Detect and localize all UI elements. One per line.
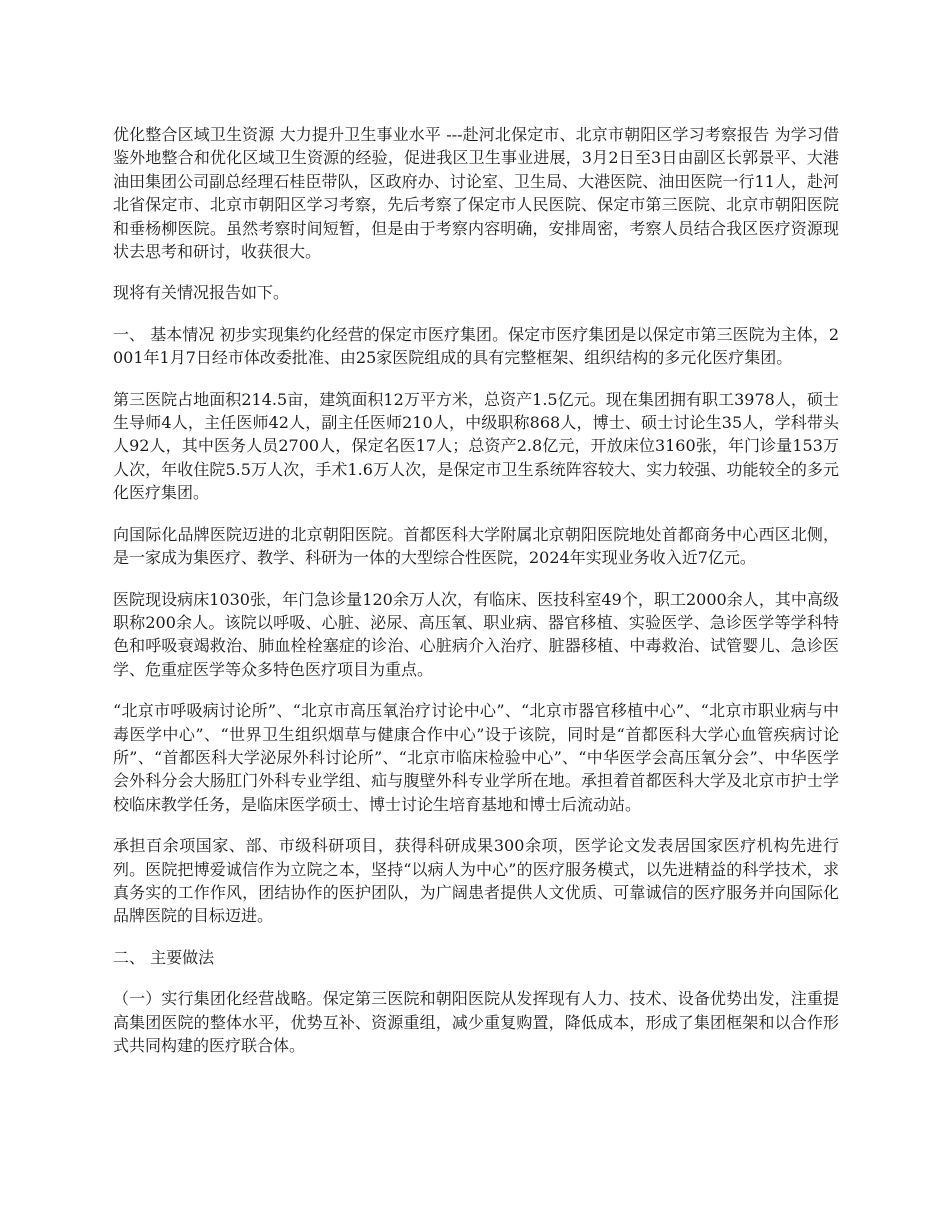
paragraph-chaoyang-beds: 医院现设病床1030张，年门急诊量120余万人次，有临床、医技科室49个，职工2000余人，其中高级职称200余人。该院以呼吸、心脏、泌尿、高压氧、职业病、器官移植、实验医学、急诊医学等学科特色和呼吸衰竭救治、肺血栓栓塞症的诊治、心脏病介入治疗、脏器移植、中毒救治、试管婴儿、急诊医学、危重症医学等众多特色医疗项目为重点。 (113, 589, 839, 679)
paragraph-chaoyang-hospital: 向国际化品牌医院迈进的北京朝阳医院。首都医科大学附属北京朝阳医院地处首都商务中心西区北侧，是一家成为集医疗、教学、科研为一体的大型综合性医院，2024年实现业务收入近7亿元。 (113, 524, 839, 568)
paragraph-research-projects: 承担百余项国家、部、市级科研项目，获得科研成果300余项，医学论文发表居国家医疗机构先进行列。医院把博爱诚信作为立院之本，坚持“以病人为中心”的医疗服务模式，以先进精益的科学技术，求真务实的工作作风，团结协作的医护团队，为广阔患者提供人文优质、可靠诚信的医疗服务并向国际化品牌医院的目标迈进。 (113, 836, 839, 926)
paragraph-intro: 优化整合区域卫生资源 大力提升卫生事业水平 ---赴河北保定市、北京市朝阳区学习考察报告 为学习借鉴外地整合和优化区域卫生资源的经验，促进我区卫生事业进展，3月2日至3日由副区长郭景平、大港油田集团公司副总经理石桂臣带队，区政府办、讨论室、卫生局、大港医院、油田医院一行11人，赴河北省保定市、北京市朝阳区学习考察，先后考察了保定市人民医院、保定市第三医院、北京市朝阳医院和垂杨柳医院。虽然考察时间短暂，但是由于考察内容明确，安排周密，考察人员结合我区医疗资源现状去思考和研讨，收获很大。 (113, 125, 839, 262)
paragraph-group-strategy: （一）实行集团化经营战略。保定第三医院和朝阳医院从发挥现有人力、技术、设备优势出发，注重提高集团医院的整体水平，优势互补、资源重组，减少重复购置，降低成本，形成了集团框架和以合作形式共同构建的医疗联合体。 (113, 989, 839, 1055)
section-heading-main-practices: 二、 主要做法 (113, 947, 215, 967)
document-page (113, 123, 839, 1075)
paragraph-research-centers: “北京市呼吸病讨论所”、“北京市高压氧治疗讨论中心”、“北京市器官移植中心”、“北京市职业病与中毒医学中心”、“世界卫生组织烟草与健康合作中心”设于该院，同时是“首都医科大学心血管疾病讨论所”、“首都医科大学泌尿外科讨论所”、“北京市临床检验中心”、“中华医学会高压氧分会”、中华医学会外科分会大肠肛门外科专业学组、疝与腹壁外科专业学所在地。承担着首都医科大学及北京市护士学校临床教学任务，是临床医学硕士、博士讨论生培育基地和博士后流动站。 (113, 701, 839, 814)
paragraph-report-lead: 现将有关情况报告如下。 (113, 283, 290, 303)
paragraph-third-hospital-stats: 第三医院占地面积214.5亩，建筑面积12万平方米，总资产1.5亿元。现在集团拥有职工3978人，硕士生导师4人，主任医师42人，副主任医师210人，中级职称868人，博士、硕士讨论生35人，学科带头人92人，其中医务人员2700人，保定名医17人；总资产2.8亿元，开放床位3160张，年门诊量153万人次，年收住院5.5万人次，手术1.6万人次，是保定市卫生系统阵容较大、实力较强、功能较全的多元化医疗集团。 (113, 389, 839, 503)
paragraph-basic-situation: 一、 基本情况 初步实现集约化经营的保定市医疗集团。保定市医疗集团是以保定市第三医院为主体，2001年1月7日经市体改委批准、由25家医院组成的具有完整框架、组织结构的多元化医疗集团。 (113, 324, 839, 368)
